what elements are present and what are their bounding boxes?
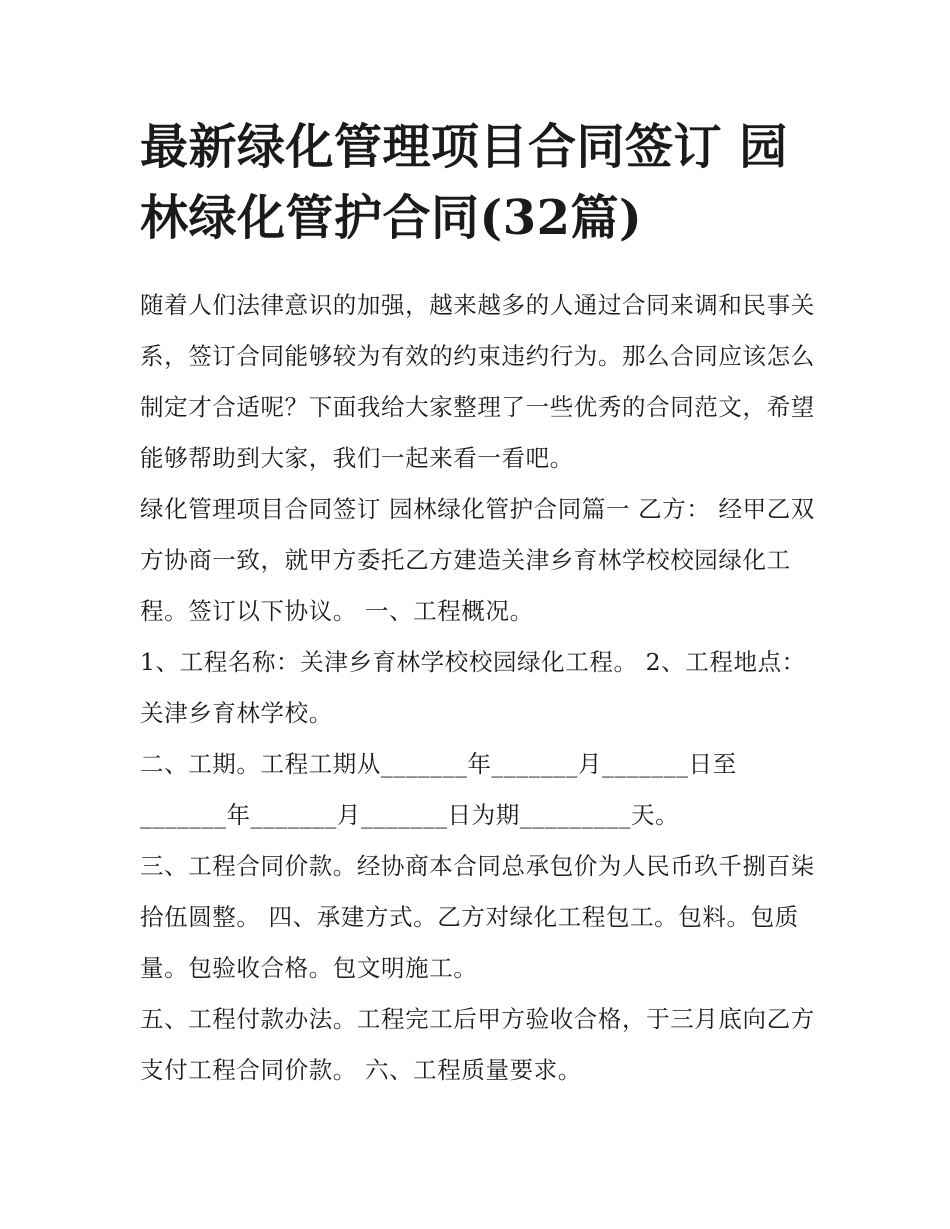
payment-paragraph: 五、工程付款办法。工程完工后甲方验收合格，于三月底向乙方支付工程合同价款。 六、工程质量要求。 xyxy=(140,1005,815,1084)
contract-opening-paragraph: 绿化管理项目合同签订 园林绿化管护合同篇一 乙方： 经甲乙双方协商一致，就甲方委托乙方建造关津乡育林学校校园绿化工程。签订以下协议。 一、工程概况。 xyxy=(140,495,815,625)
price-paragraph: 三、工程合同价款。经协商本合同总承包价为人民币玖千捌百柒拾伍圆整。 四、承建方式。乙方对绿化工程包工。包料。包质量。包验收合格。包文明施工。 xyxy=(140,852,815,982)
document-title: 最新绿化管理项目合同签订 园林绿化管护合同(32篇) xyxy=(140,119,788,246)
intro-paragraph: 随着人们法律意识的加强，越来越多的人通过合同来调和民事关系，签订合同能够较为有效的约束违约行为。那么合同应该怎么制定才合适呢？下面我给大家整理了一些优秀的合同范文，希望能够帮助到大家，我们一起来看一看吧。 xyxy=(140,291,815,472)
schedule-paragraph: 二、工期。工程工期从_______年_______月_______日至_______年_______月_______日为期_________天。 xyxy=(140,750,737,829)
project-name-paragraph: 1、工程名称：关津乡育林学校校园绿化工程。 2、工程地点：关津乡育林学校。 xyxy=(140,648,806,727)
document-body xyxy=(140,280,820,1096)
